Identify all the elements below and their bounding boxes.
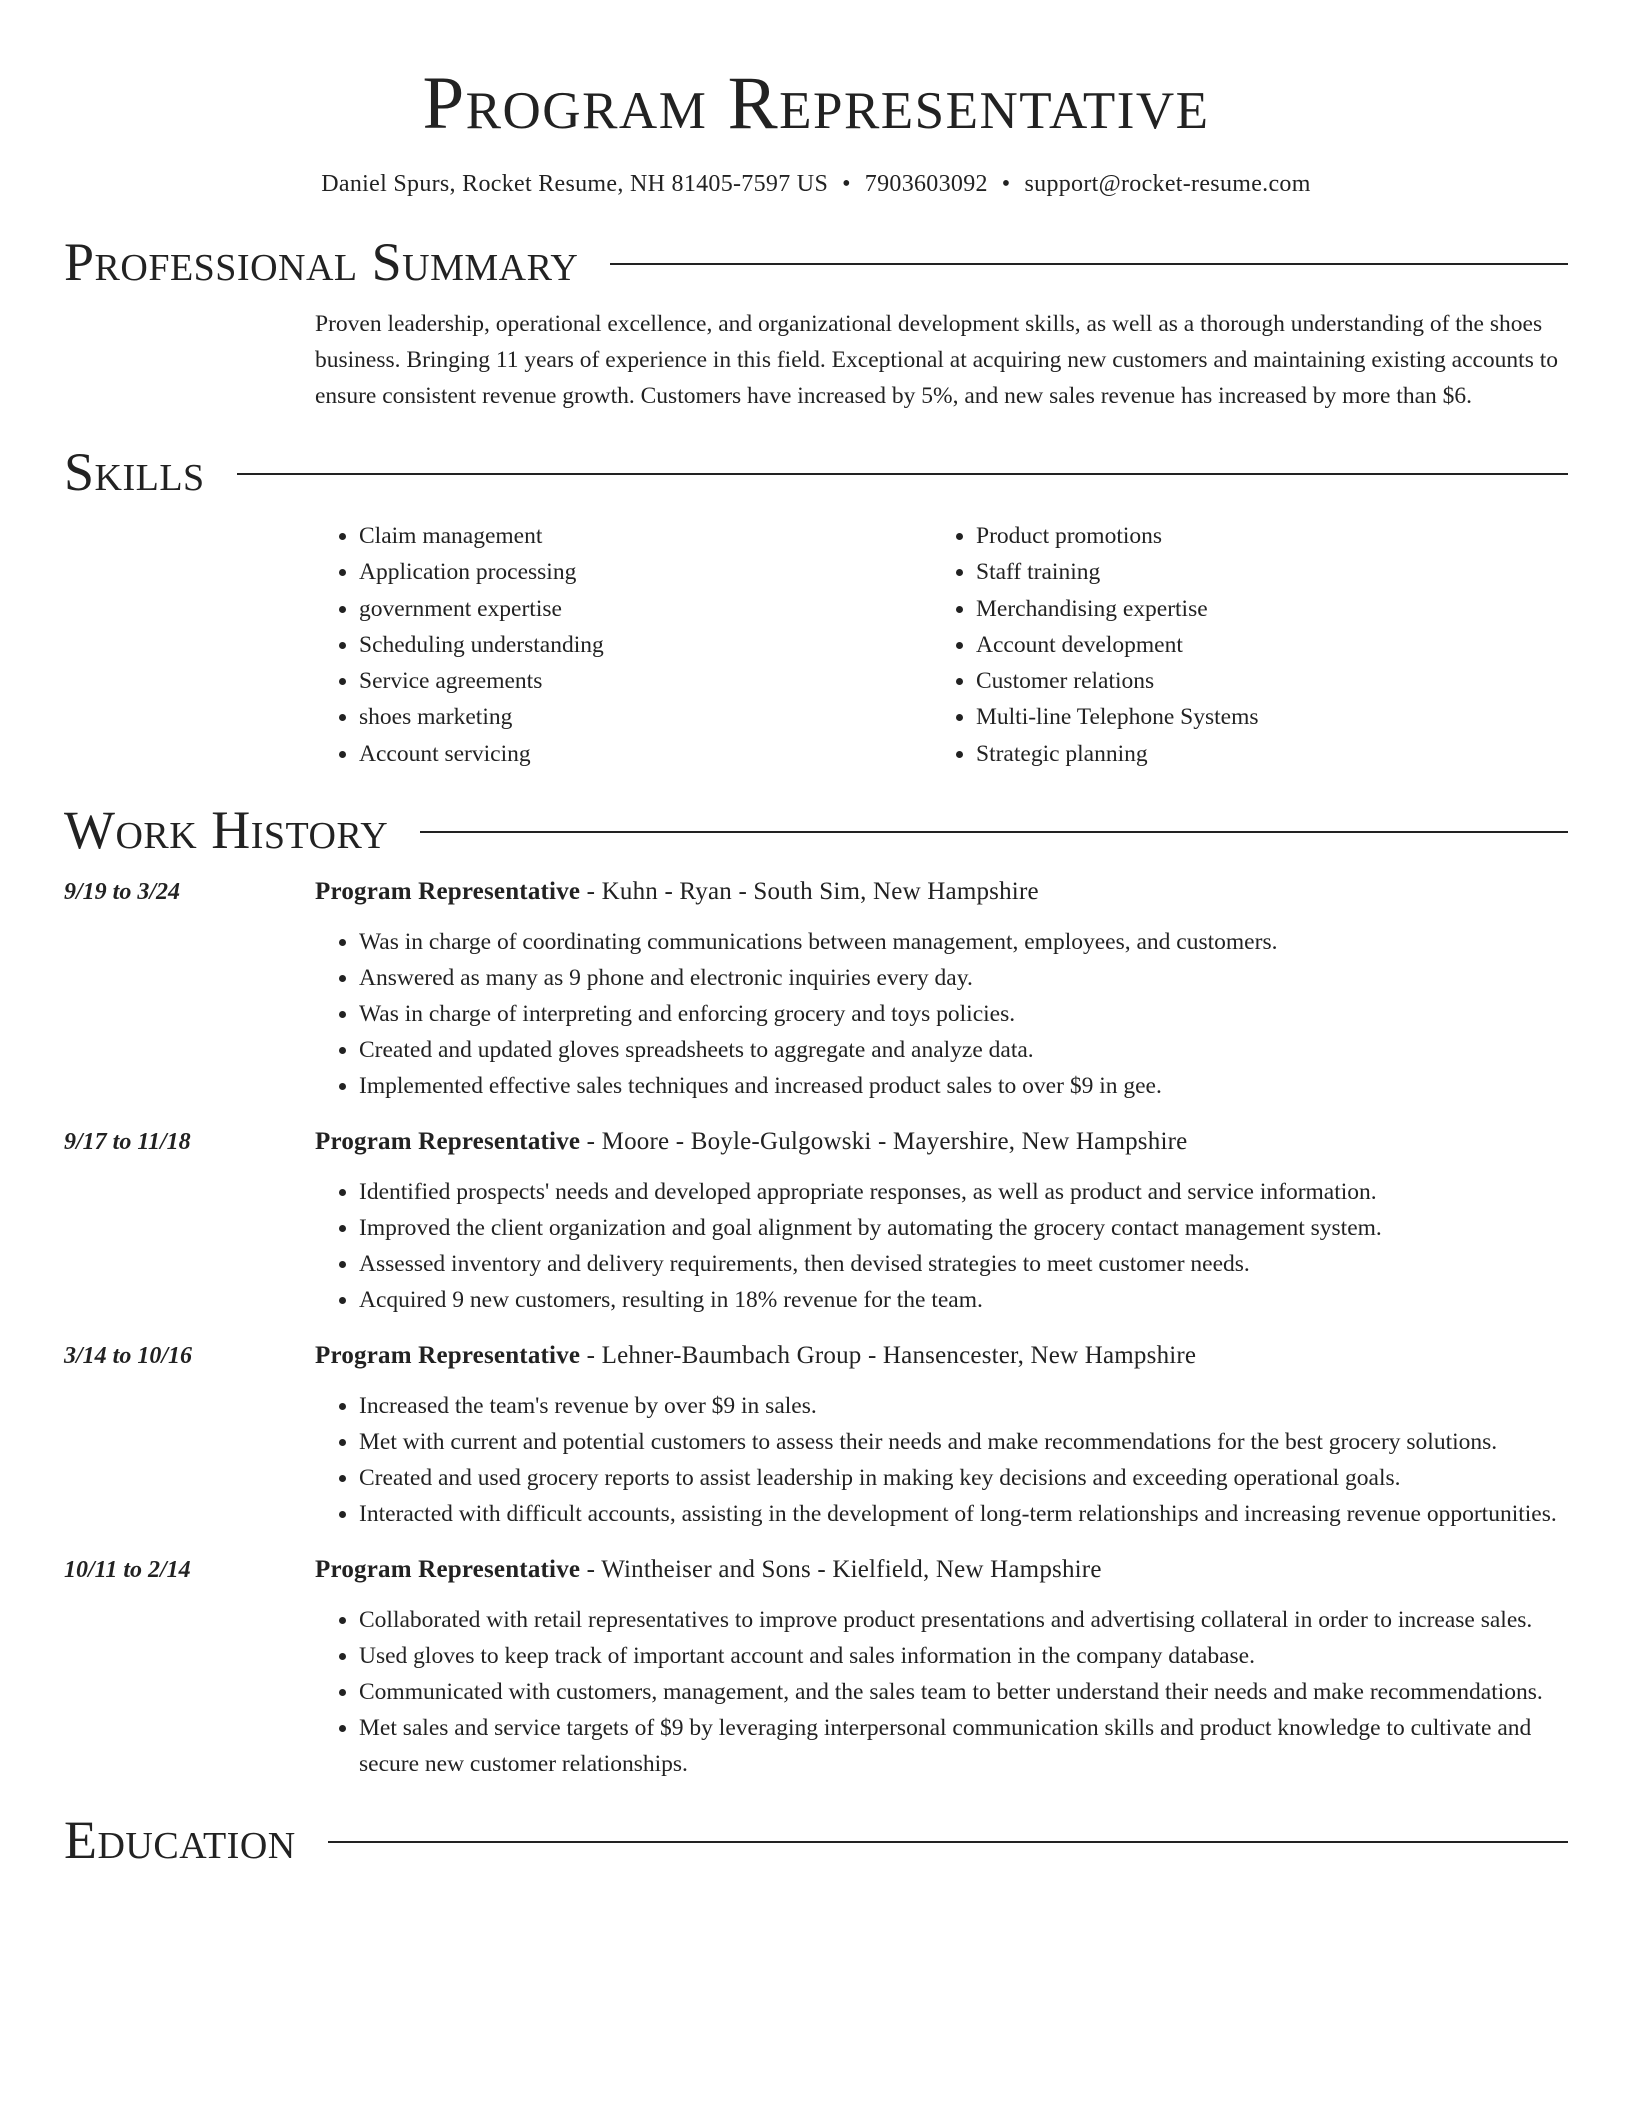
- skill-item: • government expertise: [359, 591, 932, 627]
- section-divider: [237, 473, 1568, 475]
- job-bullet: • Communicated with customers, management, and the sales team to better understand their needs and make recommendations.: [359, 1674, 1568, 1710]
- skill-item: • Application processing: [359, 554, 932, 590]
- job-title-line: [315, 1124, 1568, 1160]
- job-title-line: [315, 874, 1568, 910]
- job-entry: [64, 1124, 1568, 1318]
- contact-phone: 7903603092: [864, 171, 988, 197]
- job-title: Program Representative: [315, 1556, 581, 1584]
- job-bullets: [315, 1388, 1568, 1532]
- job-entry: [64, 874, 1568, 1104]
- skills-column-right: [932, 518, 1549, 772]
- skill-item: • Multi-line Telephone Systems: [976, 699, 1549, 735]
- job-bullets: [315, 1174, 1568, 1318]
- work-list: [64, 874, 1568, 1782]
- job-bullet: • Acquired 9 new customers, resulting in 18% revenue for the team.: [359, 1282, 1568, 1318]
- job-bullet: • Used gloves to keep track of important account and sales information in the company database.: [359, 1638, 1568, 1674]
- job-entry: [64, 1338, 1568, 1532]
- contact-separator: •: [1001, 171, 1011, 197]
- job-employer: - Lehner-Baumbach Group - Hansencester, New Hampshire: [580, 1342, 1197, 1370]
- summary-section-header: [64, 230, 1568, 294]
- job-title-line: [315, 1552, 1568, 1588]
- section-divider: [610, 263, 1568, 265]
- work-heading: Work History: [64, 800, 389, 861]
- job-bullet: • Collaborated with retail representatives to improve product presentations and advertising collateral in order to increase sales.: [359, 1602, 1568, 1638]
- job-bullet: • Was in charge of coordinating communications between management, employees, and customers.: [359, 924, 1568, 960]
- contact-line: [64, 168, 1568, 200]
- job-bullet: • Identified prospects' needs and developed appropriate responses, as well as product and service information.: [359, 1174, 1568, 1210]
- skills-section-header: [64, 440, 1568, 504]
- job-title: Program Representative: [315, 1128, 581, 1156]
- job-dates: 3/14 to 10/16: [64, 1343, 193, 1370]
- job-bullet: • Met sales and service targets of $9 by leveraging interpersonal communication skills and product knowledge to cultivate and secure new customer relationships.: [359, 1710, 1568, 1782]
- skills-list: [315, 518, 1568, 772]
- section-divider: [420, 831, 1568, 833]
- job-title: Program Representative: [315, 1342, 581, 1370]
- job-bullet: • Interacted with difficult accounts, assisting in the development of long-term relationships and increasing revenue opportunities.: [359, 1496, 1568, 1532]
- job-title: Program Representative: [315, 878, 581, 906]
- job-details: [315, 1124, 1568, 1318]
- education-section-header: [64, 1808, 1568, 1872]
- skill-item: • Product promotions: [976, 518, 1549, 554]
- skill-item: • Account development: [976, 627, 1549, 663]
- resume-page: [64, 0, 1568, 1872]
- job-bullet: • Answered as many as 9 phone and electronic inquiries every day.: [359, 960, 1568, 996]
- section-divider: [328, 1841, 1568, 1843]
- work-section-header: [64, 798, 1568, 862]
- summary-text: Proven leadership, operational excellence, and organizational development skills, as well as a thorough understanding of the shoes business. Bringing 11 years of experience in this field. Exceptional at acquiring new customers and maintaining existing accounts to ensure consistent revenue growth. Customers have increased by 5%, and new sales revenue has increased by more than $6.: [315, 311, 1559, 409]
- skill-item: • Account servicing: [359, 736, 932, 772]
- job-details: [315, 1552, 1568, 1782]
- job-bullets: [315, 924, 1568, 1104]
- skill-item: • Strategic planning: [976, 736, 1549, 772]
- contact-email: support@rocket-resume.com: [1024, 171, 1311, 197]
- job-bullet: • Created and updated gloves spreadsheets to aggregate and analyze data.: [359, 1032, 1568, 1068]
- job-dates: 9/17 to 11/18: [64, 1129, 191, 1156]
- job-dates: 10/11 to 2/14: [64, 1557, 191, 1584]
- education-heading: Education: [64, 1810, 296, 1871]
- job-bullet: • Created and used grocery reports to assist leadership in making key decisions and exceeding operational goals.: [359, 1460, 1568, 1496]
- job-bullets: [315, 1602, 1568, 1782]
- job-bullet: • Improved the client organization and goal alignment by automating the grocery contact management system.: [359, 1210, 1568, 1246]
- skill-item: • Customer relations: [976, 663, 1549, 699]
- job-bullet: • Met with current and potential customers to assess their needs and make recommendations for the best grocery solutions.: [359, 1424, 1568, 1460]
- skill-item: • Service agreements: [359, 663, 932, 699]
- skill-item: • Merchandising expertise: [976, 591, 1549, 627]
- job-employer: - Kuhn - Ryan - South Sim, New Hampshire: [580, 878, 1039, 906]
- job-dates: 9/19 to 3/24: [64, 879, 181, 906]
- job-bullet: • Was in charge of interpreting and enforcing grocery and toys policies.: [359, 996, 1568, 1032]
- job-details: [315, 1338, 1568, 1532]
- job-details: [315, 874, 1568, 1104]
- job-employer: - Moore - Boyle-Gulgowski - Mayershire, New Hampshire: [580, 1128, 1188, 1156]
- page-title: Program Representative: [422, 62, 1210, 145]
- skill-item: • Scheduling understanding: [359, 627, 932, 663]
- skill-item: • Claim management: [359, 518, 932, 554]
- job-entry: [64, 1552, 1568, 1782]
- skill-item: • Staff training: [976, 554, 1549, 590]
- job-bullet: • Implemented effective sales techniques and increased product sales to over $9 in gee.: [359, 1068, 1568, 1104]
- job-title-line: [315, 1338, 1568, 1374]
- job-bullet: • Increased the team's revenue by over $9 in sales.: [359, 1388, 1568, 1424]
- summary-heading: Professional Summary: [64, 232, 579, 292]
- skills-heading: Skills: [64, 442, 205, 502]
- contact-address: Daniel Spurs, Rocket Resume, NH 81405-7597 US: [321, 171, 829, 197]
- job-bullet: • Assessed inventory and delivery requirements, then devised strategies to meet customer needs.: [359, 1246, 1568, 1282]
- skills-column-left: [315, 518, 932, 772]
- skill-item: • shoes marketing: [359, 699, 932, 735]
- job-employer: - Wintheiser and Sons - Kielfield, New Hampshire: [580, 1556, 1102, 1584]
- contact-separator: •: [842, 171, 851, 197]
